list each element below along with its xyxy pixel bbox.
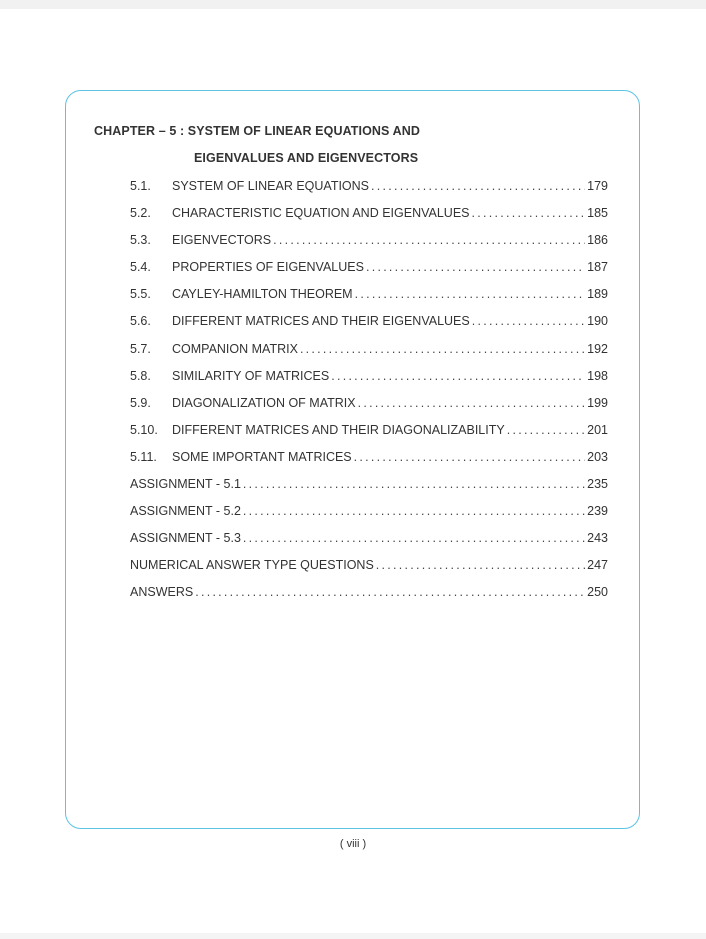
dot-leader: [243, 531, 585, 545]
entry-title: PROPERTIES OF EIGENVALUES: [172, 260, 364, 275]
entry-title: SIMILARITY OF MATRICES: [172, 368, 330, 383]
table-of-contents: [130, 179, 608, 613]
dot-leader: [472, 206, 586, 220]
entry-title: DIFFERENT MATRICES AND THEIR EIGENVALUES: [172, 314, 470, 329]
dot-leader: [243, 477, 585, 491]
toc-entry[interactable]: [130, 396, 608, 423]
toc-entry-assignment[interactable]: [130, 477, 608, 504]
toc-entry-assignment[interactable]: [130, 531, 608, 558]
entry-number: 5.7.: [130, 341, 151, 356]
entry-page: 189: [587, 287, 608, 302]
toc-entry[interactable]: [130, 342, 608, 369]
toc-entry[interactable]: [130, 233, 608, 260]
entry-number: 5.5.: [130, 287, 151, 302]
entry-title: NUMERICAL ANSWER TYPE QUESTIONS: [130, 558, 374, 573]
entry-page: 179: [587, 179, 608, 193]
entry-number: 5.1.: [130, 179, 151, 193]
entry-number: 5.8.: [130, 368, 151, 383]
page-number: ( viii ): [339, 838, 367, 850]
entry-title: COMPANION MATRIX: [172, 341, 298, 356]
entry-page: 201: [587, 422, 608, 437]
entry-page: 198: [587, 368, 608, 383]
toc-entry-answers[interactable]: [130, 585, 608, 612]
entry-page: 186: [587, 233, 608, 248]
toc-entry[interactable]: [130, 369, 608, 396]
entry-page: 235: [587, 477, 608, 492]
entry-title: SOME IMPORTANT MATRICES: [172, 449, 352, 464]
toc-entry[interactable]: [130, 287, 608, 314]
entry-number: 5.11.: [130, 449, 157, 464]
entry-number: 5.9.: [130, 395, 151, 410]
entry-number: 5.2.: [130, 206, 151, 221]
dot-leader: [371, 179, 585, 193]
entry-title: CHARACTERISTIC EQUATION AND EIGENVALUES: [172, 206, 470, 221]
entry-number: 5.4.: [130, 260, 151, 275]
toc-entry-assignment[interactable]: [130, 504, 608, 531]
entry-page: 192: [587, 341, 608, 356]
dot-leader: [358, 396, 586, 410]
dot-leader: [331, 369, 585, 383]
entry-page: 185: [587, 206, 608, 221]
entry-page: 250: [587, 585, 608, 600]
entry-title: ASSIGNMENT - 5.3: [130, 531, 241, 546]
toc-entry[interactable]: [130, 450, 608, 477]
chapter-title: CHAPTER – 5 : SYSTEM OF LINEAR EQUATIONS AND: [94, 124, 420, 138]
toc-entry[interactable]: [130, 206, 608, 233]
dot-leader: [472, 314, 585, 328]
chapter-subtitle: EIGENVALUES AND EIGENVECTORS: [194, 151, 419, 165]
entry-page: 203: [587, 449, 608, 464]
dot-leader: [354, 450, 585, 464]
entry-title: ASSIGNMENT - 5.1: [130, 477, 241, 492]
dot-leader: [273, 233, 585, 247]
dot-leader: [243, 504, 585, 518]
toc-entry-numerical[interactable]: [130, 558, 608, 585]
dot-leader: [376, 558, 585, 572]
entry-number: 5.6.: [130, 314, 151, 329]
bottom-page-edge: [0, 933, 706, 939]
dot-leader: [195, 585, 585, 599]
entry-page: 190: [587, 314, 608, 329]
toc-entry[interactable]: [130, 179, 608, 206]
entry-number: 5.3.: [130, 233, 151, 248]
dot-leader: [366, 260, 585, 274]
entry-title: EIGENVECTORS: [172, 233, 272, 248]
entry-page: 243: [587, 531, 608, 546]
entry-page: 247: [587, 558, 608, 573]
toc-entry[interactable]: [130, 314, 608, 341]
entry-title: CAYLEY-HAMILTON THEOREM: [172, 287, 353, 302]
entry-page: 239: [587, 504, 608, 519]
entry-page: 187: [587, 260, 608, 275]
entry-title: ANSWERS: [130, 585, 194, 600]
entry-number: 5.10.: [130, 422, 158, 437]
toc-entry[interactable]: [130, 423, 608, 450]
toc-entry[interactable]: [130, 260, 608, 287]
entry-title: ASSIGNMENT - 5.2: [130, 504, 241, 519]
top-page-edge: [0, 0, 706, 9]
dot-leader: [355, 287, 586, 301]
dot-leader: [507, 423, 585, 437]
entry-title: DIAGONALIZATION OF MATRIX: [172, 395, 356, 410]
entry-title: SYSTEM OF LINEAR EQUATIONS: [172, 179, 370, 193]
dot-leader: [300, 342, 585, 356]
entry-title: DIFFERENT MATRICES AND THEIR DIAGONALIZABILITY: [172, 422, 505, 437]
entry-page: 199: [587, 395, 608, 410]
